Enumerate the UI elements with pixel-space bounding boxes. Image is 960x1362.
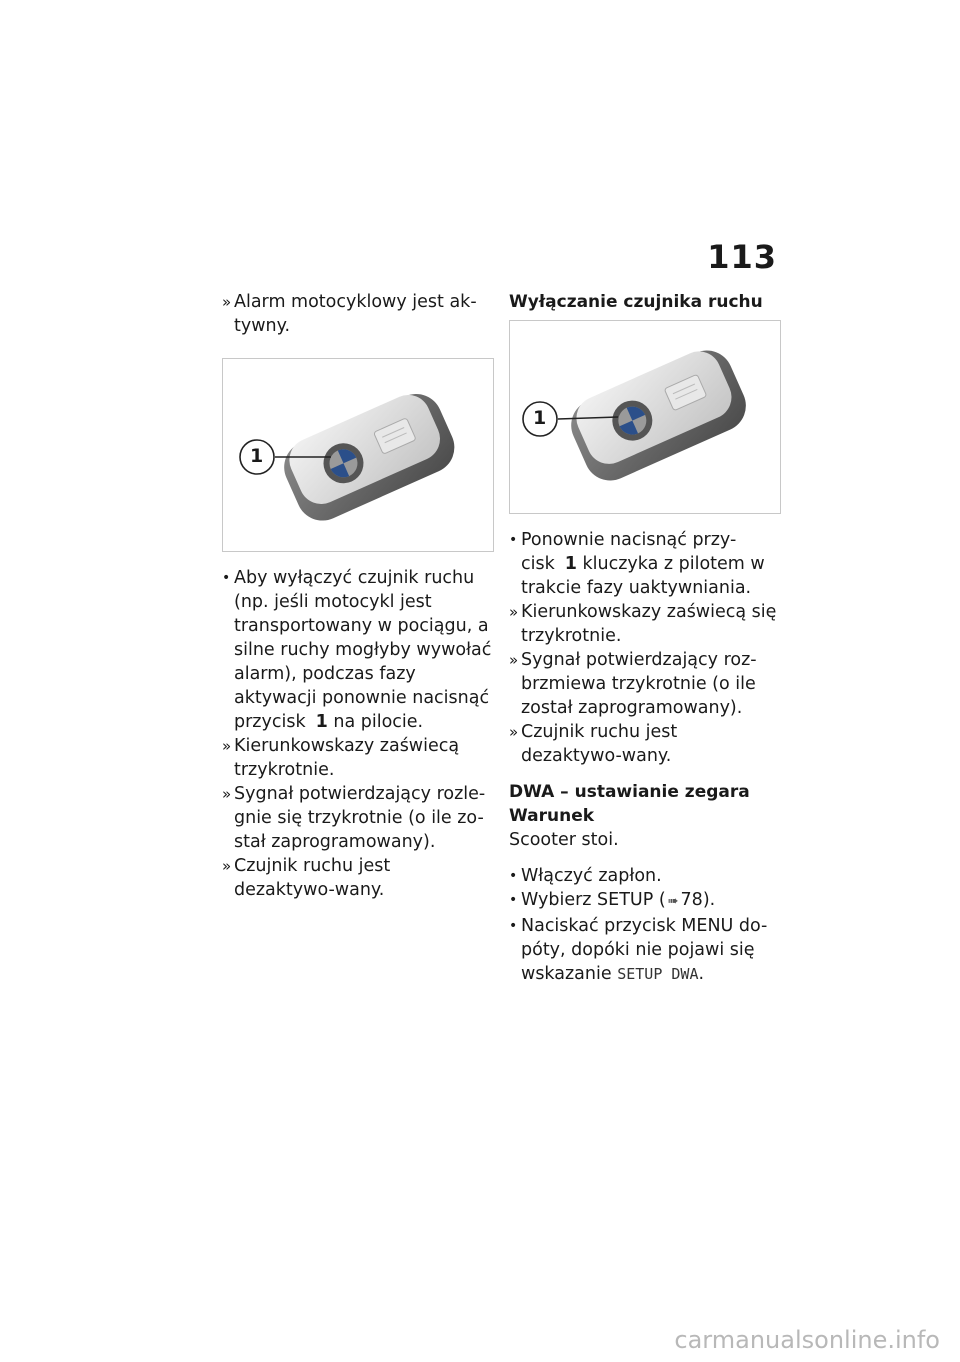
key-fob-figure <box>509 320 781 514</box>
right-column <box>509 290 781 986</box>
result-item <box>509 720 781 768</box>
callout-label: 1 <box>533 407 547 429</box>
condition-text: Scooter stoi. <box>509 830 619 850</box>
bullet-item <box>509 528 781 600</box>
bullet-text-end: . <box>698 964 705 984</box>
reference-number: 1 <box>315 712 328 732</box>
bullet-item <box>509 864 781 888</box>
key-fob-illustration <box>223 359 493 551</box>
bullet-text: Naciskać przycisk MENU do-póty, dopóki nie pojawi się wskazanie <box>521 916 768 984</box>
bullet-text: Aby wyłączyć czujnik ruchu (np. jeśli motocykl jest transportowany w pociągu, a silne ruchy mogłyby wywołać alarm), podczas fazy aktywacji ponownie nacisnąć przycisk <box>234 568 492 732</box>
key-fob-illustration <box>510 321 780 513</box>
result-marker: » <box>509 651 519 669</box>
bullet-text-end: kluczyka z pilotem w trakcie fazy uaktywniania. <box>521 554 765 598</box>
result-marker: » <box>509 603 519 621</box>
callout-label: 1 <box>250 445 264 467</box>
key-fob-figure <box>222 358 494 552</box>
result-text: Sygnał potwierdzający rozle-gnie się trzykrotnie (o ile zo-stał zaprogramowany). <box>234 784 486 852</box>
result-marker: » <box>222 737 232 755</box>
result-item <box>222 290 494 338</box>
result-text: Sygnał potwierdzający roz-brzmiewa trzykrotnie (o ile został zaprogramowany). <box>521 650 757 718</box>
bullet-item <box>509 914 781 986</box>
result-marker: » <box>222 857 232 875</box>
result-item <box>222 782 494 854</box>
bullet-text: Ponownie nacisnąć przy-cisk <box>521 530 737 574</box>
result-item <box>509 600 781 648</box>
bullet-text: Wybierz SETUP ( <box>521 890 666 910</box>
result-text: Czujnik ruchu jest dezaktywo-wany. <box>234 856 391 900</box>
result-item <box>509 648 781 720</box>
result-text: Czujnik ruchu jest dezaktywo-wany. <box>521 722 678 766</box>
bullet-marker: • <box>509 532 518 548</box>
bullet-marker: • <box>509 892 518 908</box>
page-reference: 78). <box>680 890 716 910</box>
display-indication: SETUP DWA <box>617 965 699 983</box>
result-marker: » <box>222 293 232 311</box>
page-number: 113 <box>707 238 777 276</box>
result-text: Alarm motocyklowy jest ak-tywny. <box>234 292 477 336</box>
result-text: Kierunkowskazy zaświecą trzykrotnie. <box>234 736 460 780</box>
left-column <box>222 290 494 902</box>
result-item <box>222 854 494 902</box>
bullet-item <box>222 566 494 734</box>
section-heading: DWA – ustawianie zegara <box>509 782 750 802</box>
result-marker: » <box>222 785 232 803</box>
result-item <box>222 734 494 782</box>
reference-number: 1 <box>564 554 577 574</box>
bullet-text-end: na pilocie. <box>333 712 424 732</box>
section-heading: Wyłączanie czujnika ruchu <box>509 292 763 312</box>
result-marker: » <box>509 723 519 741</box>
bullet-marker: • <box>222 570 231 586</box>
bullet-text: Włączyć zapłon. <box>521 866 662 886</box>
condition-label: Warunek <box>509 806 595 826</box>
result-text: Kierunkowskazy zaświecą się trzykrotnie. <box>521 602 777 646</box>
bullet-marker: • <box>509 868 518 884</box>
bullet-marker: • <box>509 918 518 934</box>
watermark: carmanualsonline.info <box>674 1326 940 1354</box>
page-reference-arrow-icon: ➠ <box>667 894 679 909</box>
bullet-item <box>509 888 781 914</box>
